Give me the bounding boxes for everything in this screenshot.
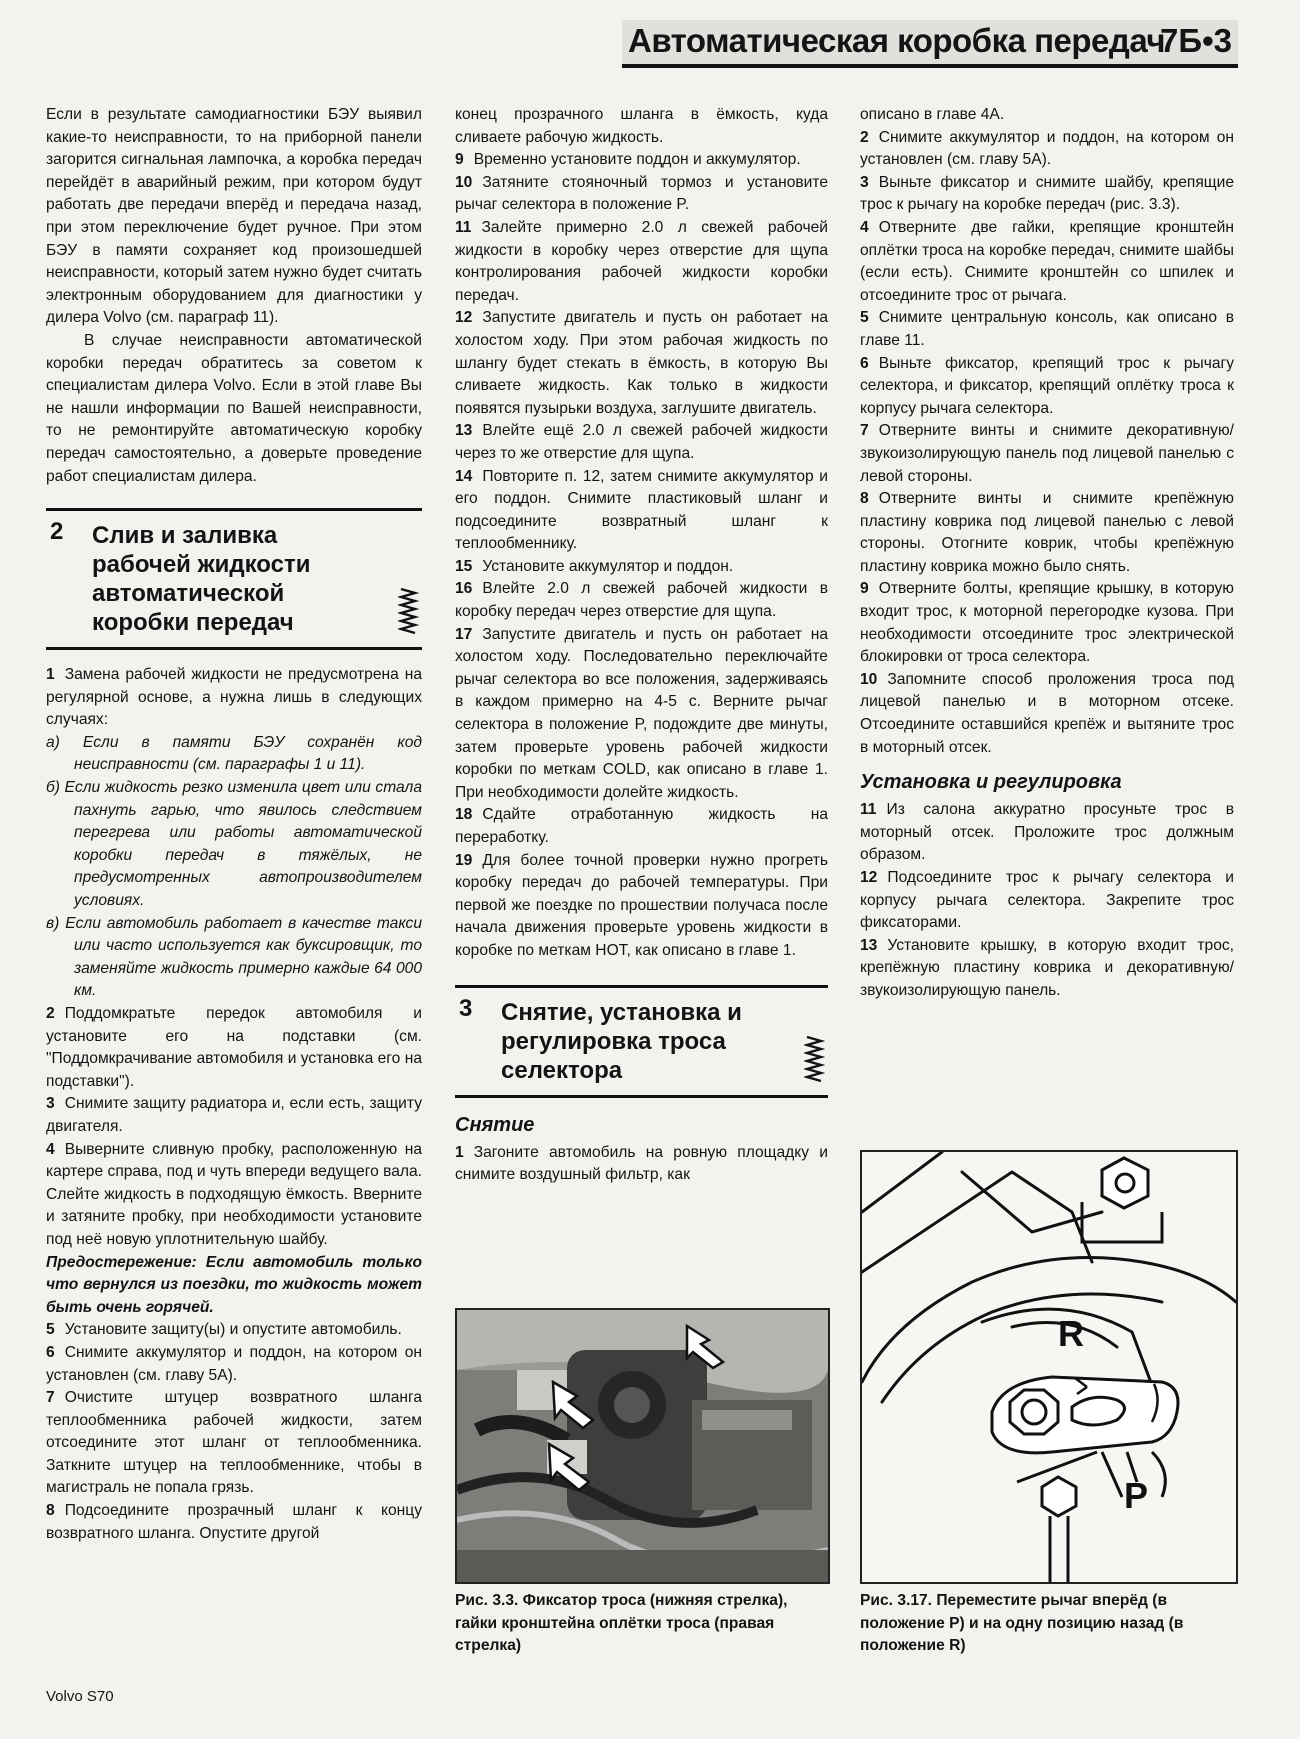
- step-item: 6 Снимите аккумулятор и поддон, на котором он установлен (см. главу 5А).: [46, 1343, 422, 1384]
- figure-3-3-caption: Рис. 3.3. Фиксатор троса (нижняя стрелка), гайки кронштейна оплётки троса (правая стрелка): [455, 1592, 788, 1655]
- step-item: 11 Залейте примерно 2.0 л свежей рабочей жидкости в коробку через отверстие для щупа контролирования рабочей жидкости коробки передач.: [455, 218, 828, 304]
- step-item: 12 Запустите двигатель и пусть он работает на холостом ходу. При этом рабочая жидкость по шлангу будет стекать в ёмкость, в которую Вы сливаете жидкость. Как только в жидкости появятся пузырьки воздуха, заглушите двигатель.: [455, 309, 828, 417]
- step-item: 7 Очистите штуцер возвратного шланга теплообменника рабочей жидкости, затем отсоедините этот шланг от теплообменника. Заткните штуцер на теплообменнике, чтобы в магистраль не попала грязь.: [46, 1389, 422, 1497]
- list-item: в) Если автомобиль работает в качестве такси или часто используется как буксировщик, то заменяйте жидкость примерно каждые 64 000 км.: [46, 914, 422, 1000]
- step-item: 4 Выверните сливную пробку, расположенную на картере справа, под и чуть впереди ведущего вала. Слейте жидкость в подходящую ёмкость. Вверните и затяните пробку, при необходимости установите под неё новую уплотнительную шайбу.: [46, 1140, 422, 1248]
- continued-text: конец прозрачного шланга в ёмкость, куда сливаете рабочую жидкость.: [455, 106, 828, 146]
- step-item: 13 Установите крышку, в которую входит трос, крепёжную пластину коврика и декоративную/звукоизолирующую панель.: [860, 936, 1234, 999]
- step-item: 1 Замена рабочей жидкости не предусмотрена на регулярной основе, а нужна лишь в следующих случаях:: [46, 666, 422, 729]
- step-item: 19 Для более точной проверки нужно прогреть коробку передач до рабочей температуры. При первой же поездке по прошествии получаса после начала движения проверьте уровень жидкости в коробке по меткам HOT, как описано в главе 1.: [455, 851, 828, 959]
- step-item: 10 Затяните стояночный тормоз и установите рычаг селектора в положение P.: [455, 173, 828, 214]
- figure-3-17-caption: Рис. 3.17. Переместите рычаг вперёд (в положение P) и на одну позицию назад (в положение R): [860, 1592, 1184, 1655]
- intro-paragraph: Если в результате самодиагностики БЭУ выявил какие-то неисправности, то на приборной панели загорится сигнальная лампочка, а коробка передач перейдёт в аварийный режим, при котором будут работать две передачи вперёд и передача назад, при этом переключение будет ручное. При этом БЭУ в памяти сохраняет код произошедшей неисправности, который затем нужно будет считать электронным оборудованием для диагностики у дилера Volvo (см. параграф 11).: [46, 106, 422, 327]
- step-item: 2 Снимите аккумулятор и поддон, на котором он установлен (см. главу 5А).: [860, 128, 1234, 169]
- step-item: 11 Из салона аккуратно просуньте трос в моторный отсек. Проложите трос должным образом.: [860, 801, 1234, 864]
- figure-3-3-photo: [455, 1308, 830, 1584]
- list-item: б) Если жидкость резко изменила цвет или стала пахнуть гарью, что явилось следствием перегрева или работы автоматической коробки передач в тяжёлых, не предусмотренных автопроизводителем условиях.: [46, 779, 422, 910]
- step-item: 17 Запустите двигатель и пусть он работает на холостом ходу. Последовательно переключайте рычаг селектора во все положения, задерживаясь в каждом примерно на 4-5 с. Верните рычаг селектора в положение P, подождите две минуты, затем проверьте уровень рабочей жидкости коробки по меткам COLD, как описано в главе 1. При необходимости долейте жидкость.: [455, 625, 828, 801]
- engine-bay-photo: [457, 1310, 828, 1582]
- column-1: [46, 104, 422, 1545]
- step-item: 5 Установите защиту(ы) и опустите автомобиль.: [46, 1321, 402, 1339]
- section-number: 2: [50, 518, 64, 546]
- section-title: Слив и заливка рабочей жидкости автоматической коробки передач: [92, 522, 311, 637]
- figure-3-17-diagram: [860, 1150, 1238, 1584]
- section-title: Снятие, установка и регулировка троса селектора: [501, 998, 742, 1084]
- step-item: 5 Снимите центральную консоль, как описано в главе 11.: [860, 309, 1234, 349]
- step-item: 4 Отверните две гайки, крепящие кронштейн оплётки троса на коробке передач, снимите шайбы (если есть). Снимите кронштейн со шпилек и отсоедините трос от рычага.: [860, 218, 1234, 304]
- step-item: 3 Выньте фиксатор и снимите шайбу, крепящие трос к рычагу на коробке передач (рис. 3.3).: [860, 173, 1234, 214]
- section-number: 3: [459, 994, 473, 1022]
- step-item: 9 Временно установите поддон и аккумулятор.: [455, 151, 801, 169]
- step-item: 6 Выньте фиксатор, крепящий трос к рычагу селектора, и фиксатор, крепящий оплётку троса к корпусу рычага селектора.: [860, 354, 1234, 417]
- selector-lever-diagram: [862, 1152, 1236, 1582]
- step-item: 13 Влейте ещё 2.0 л свежей рабочей жидкости через то же отверстие для щупа.: [455, 422, 828, 462]
- page-number: 7Б•3: [1160, 22, 1232, 59]
- chapter-title: Автоматическая коробка передач: [628, 22, 1166, 59]
- intro-paragraph: В случае неисправности автоматической коробки передач обратитесь за советом к специалистам дилера Volvo. Если в этой главе Вы не нашли информации по Вашей неисправности, то не ремонтируйте автоматическую коробку передач самостоятельно, а доверьте проведение работ специалистам дилера.: [46, 331, 422, 485]
- list-item: а) Если в памяти БЭУ сохранён код неисправности (см. параграфы 1 и 11).: [46, 733, 422, 774]
- wrench-icon: [804, 1031, 826, 1085]
- step-item: 14 Повторите п. 12, затем снимите аккумулятор и его поддон. Снимите пластиковый шланг и подсоедините возвратный шланг к теплообменнику.: [455, 467, 828, 553]
- section-heading-2: [46, 508, 422, 650]
- page-footer: Volvo S70: [46, 1688, 114, 1705]
- page-header: [622, 20, 1238, 68]
- step-item: 9 Отверните болты, крепящие крышку, в которую входит трос, к моторной перегородке кузова. При необходимости отсоедините трос электрической блокировки от троса селектора.: [860, 580, 1234, 666]
- step-item: 15 Установите аккумулятор и поддон.: [455, 557, 734, 575]
- subheading-removal: Снятие: [455, 1113, 535, 1136]
- continued-text: описано в главе 4А.: [860, 106, 1005, 123]
- warning-note: Предостережение: Если автомобиль только что вернулся из поездки, то жидкость может быть очень горячей.: [46, 1253, 422, 1316]
- wrench-icon: [398, 583, 420, 637]
- step-item: 8 Отверните винты и снимите крепёжную пластину коврика под лицевой панелью с левой стороны. Отогните коврик, чтобы крепёжную пластину коврика можно было снять.: [860, 490, 1234, 575]
- position-label-p: P: [1124, 1475, 1149, 1516]
- step-item: 3 Снимите защиту радиатора и, если есть, защиту двигателя.: [46, 1095, 422, 1135]
- step-item: 7 Отверните винты и снимите декоративную/звукоизолирующую панель под лицевой панелью с левой стороны.: [860, 422, 1234, 485]
- position-label-r: R: [1058, 1313, 1084, 1354]
- column-3: [860, 104, 1234, 1003]
- step-item: 16 Влейте 2.0 л свежей рабочей жидкости в коробку передач через отверстие для щупа.: [455, 580, 828, 621]
- step-item: 10 Запомните способ проложения троса под лицевой панелью и в моторном отсеке. Отсоедините оставшийся крепёж и вытяните трос в моторный отсек.: [860, 670, 1234, 756]
- step-item: 12 Подсоедините трос к рычагу селектора и корпусу рычага селектора. Закрепите трос фиксаторами.: [860, 869, 1234, 932]
- column-2: [455, 104, 828, 1187]
- step-item: 8 Подсоедините прозрачный шланг к концу возвратного шланга. Опустите другой: [46, 1502, 422, 1542]
- subheading-install: Установка и регулировка: [860, 771, 1122, 794]
- section-heading-3: [455, 985, 828, 1098]
- step-item: 2 Поддомкратьте передок автомобиля и установите его на подставки (см. "Поддомкрачивание автомобиля и установка его на подставки").: [46, 1005, 422, 1090]
- step-item: 18 Сдайте отработанную жидкость на переработку.: [455, 806, 828, 846]
- step-item: 1 Загоните автомобиль на ровную площадку и снимите воздушный фильтр, как: [455, 1143, 828, 1184]
